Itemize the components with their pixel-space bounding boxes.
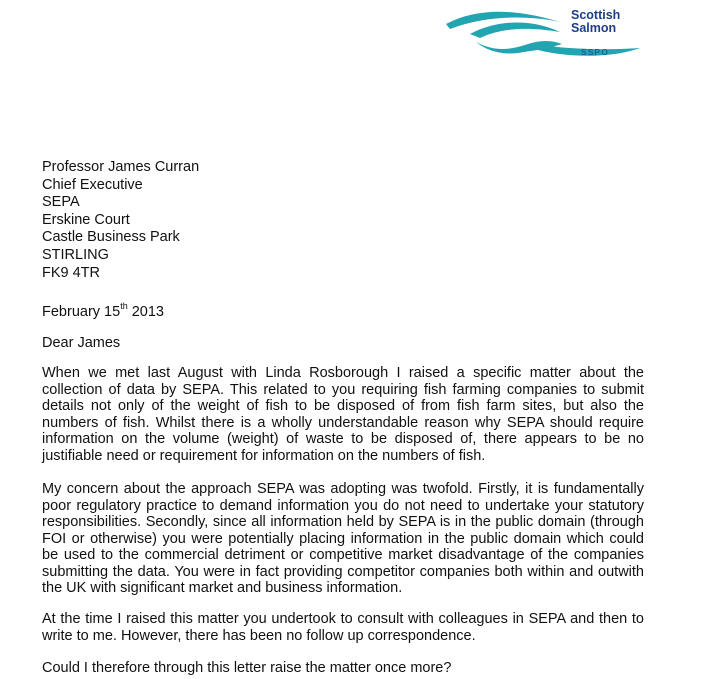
body-paragraph: My concern about the approach SEPA was adopting was twofold. Firstly, it is fundamentally poor regulatory practice to demand information you do not need to undertake your statutory responsibilities. Secondly, since all information held by SEPA is in the public domain (through FOI or otherwise) you were potentially placing information in the public domain which could be used to the commercial detriment or competitive market disadvantage of the companies submitting the data. You were in fact providing competitor companies both within and outwith the UK with significant market and business information. (42, 481, 644, 596)
date-ordinal-suffix: th (120, 301, 128, 311)
logo-subtitle: SSPO (581, 48, 610, 57)
logo-line-2: Salmon (571, 21, 617, 35)
date-year: 2013 (127, 303, 164, 320)
date-month-day: February 15 (42, 303, 121, 320)
address-line: Castle Business Park (42, 229, 180, 246)
salutation: Dear James (42, 335, 121, 351)
body-paragraph: When we met last August with Linda Rosborough I raised a specific matter about the collection of data by SEPA. This related to you requiring fish farming companies to submit details not only of the weight of fish to be disposed of from fish farm sites, but also the numbers of fish. Whilst there is a wholly understandable reason why SEPA should require information on the volume (weight) of waste to be disposed of, there appears to be no justifiable need or requirement for information on the numbers of fish. (42, 365, 644, 464)
logo-line-1: Scottish (571, 8, 621, 22)
scottish-salmon-logo (440, 4, 650, 64)
address-line: STIRLING (42, 246, 109, 263)
address-line: Chief Executive (42, 176, 143, 193)
letter-date (42, 302, 164, 320)
address-line: Erskine Court (42, 211, 130, 228)
recipient-address (42, 159, 199, 282)
address-line: FK9 4TR (42, 264, 101, 281)
body-paragraph: Could I therefore through this letter raise the matter once more? (42, 660, 452, 676)
address-line: Professor James Curran (42, 159, 200, 175)
body-paragraph: At the time I raised this matter you undertook to consult with colleagues in SEPA and then to write to me. However, there has been no follow up correspondence. (42, 611, 644, 644)
address-line: SEPA (42, 194, 80, 211)
